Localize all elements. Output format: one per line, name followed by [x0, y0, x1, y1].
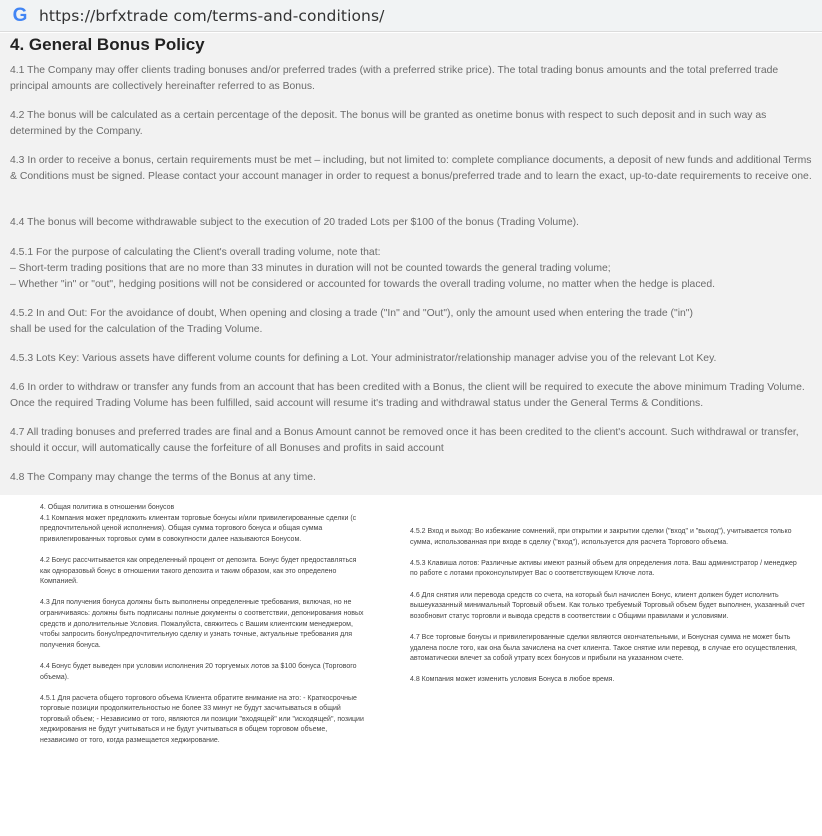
paragraph-4-7: 4.7 All trading bonuses and preferred trades are final and a Bonus Amount cannot be removed once it has been credited to the client's account. Such withdrawal or transfer, should it occur, will automatically cause the forfeiture of all Bonuses and profits in said account [10, 427, 799, 455]
paragraph-4-1: 4.1 The Company may offer clients trading bonuses and/or preferred trades (with a preferred strike price). The total trading bonus amounts and the total preferred trade principal amounts are collectively hereinafter referred to as Bonus. [10, 65, 779, 93]
paragraph-4-5-2-cont: shall be used for the calculation of the Trading Volume. [10, 324, 263, 335]
ru-paragraph-4-7: 4.7 Все торговые бонусы и привилегированные сделки являются окончательными, и Бонусная сумма не может быть удалена после того, как она была зачислена на счет клиента. Такое снятие или перевод, в случае его осуществления, автоматически влечет за собой утрату всех бонусов и прибыли на указанном счете. [410, 633, 797, 663]
paragraph-4-5-1: 4.5.1 For the purpose of calculating the Client's overall trading volume, note that: [10, 247, 381, 258]
browser-address-bar[interactable] [0, 0, 822, 32]
ru-paragraph-4-5-2: 4.5.2 Вход и выход: Во избежание сомнений, при открытии и закрытии сделки ("вход" и "выход"), учитывается только сумма, использованная при входе в сделку ("вход"), используется для расчета Торгового объема. [410, 528, 792, 546]
ru-heading: 4. Общая политика в отношении бонусов [40, 504, 175, 511]
ru-paragraph-4-1: 4.1 Компания может предложить клиентам торговые бонусы и/или привилегированные сделки (с предпочтительной ценой исполнения). Общая сумма торгового бонуса и общая сумма привилегированных торговых сумм в совокупности далее называются Бонусом. [40, 514, 357, 543]
russian-column-left [40, 503, 366, 757]
ru-paragraph-4-4: 4.4 Бонус будет выведен при условии исполнения 20 торгуемых лотов за $100 бонуса (Торгового объема). [40, 662, 357, 681]
paragraph-4-5-3: 4.5.3 Lots Key: Various assets have different volume counts for defining a Lot. Your administrator/relationship manager advise you of the relevant Lot Key. [10, 353, 717, 364]
russian-column-right [410, 527, 806, 697]
ru-paragraph-4-8: 4.8 Компания может изменить условия Бонуса в любое время. [410, 676, 615, 684]
bullet-hedging: – Whether "in" or "out", hedging positions will not be considered or accounted for towards the overall trading volume, no matter when the hedge is placed. [10, 279, 715, 290]
english-terms-section [0, 33, 822, 495]
paragraph-4-6: 4.6 In order to withdraw or transfer any funds from an account that has been credited with a Bonus, the client will be required to execute the above minimum Trading Volume. Once the required Trading Volume has been fulfilled, said account will resume it's trading and withdrawal status under the General Terms & Conditions. [10, 382, 805, 410]
ru-paragraph-4-5-1: 4.5.1 Для расчета общего торгового объема Клиента обратите внимание на это: - Краткосрочные торговые позиции продолжительностью не более 33 минут не будут засчитываться в общий торговый объем; - Независимо от того, являются ли позиции "входящей" или "исходящей", позиции хеджирования не будут учитываться и не будут учитываться в общем торговом объеме, независимо от того, когда размещается хеджирование. [40, 694, 364, 745]
bullet-short-term: – Short-term trading positions that are no more than 33 minutes in duration will not be counted towards the general trading volume; [10, 263, 611, 274]
paragraph-4-4: 4.4 The bonus will become withdrawable subject to the execution of 20 traded Lots per $100 of the bonus (Trading Volume). [10, 217, 579, 228]
google-g-icon: G [12, 4, 28, 26]
section-heading: 4. General Bonus Policy [10, 35, 205, 54]
paragraph-4-2: 4.2 The bonus will be calculated as a certain percentage of the deposit. The bonus will be granted as onetime bonus with respect to such deposit and in such way as determined by the Company. [10, 110, 767, 138]
ru-paragraph-4-5-3: 4.5.3 Клавиша лотов: Различные активы имеют разный объем для определения лота. Ваш администратор / менеджер по работе с лотами проконсультирует Вас о соответствующем Ключе лота. [410, 559, 797, 578]
url-text[interactable]: https://brfxtrade com/terms-and-conditions/ [39, 6, 385, 25]
paragraph-4-5-2: 4.5.2 In and Out: For the avoidance of doubt, When opening and closing a trade ("In" and "Out"), only the amount used when entering the trade ("in") [10, 308, 693, 319]
paragraph-4-3: 4.3 In order to receive a bonus, certain requirements must be met – including, but not limited to: complete compliance documents, a deposit of new funds and additional Terms & Conditions must be signed. Please contact your account manager in order to request a bonus/preferred trade and to learn the exact, up-to-date requirements to receive one. [10, 155, 812, 183]
ru-paragraph-4-2: 4.2 Бонус рассчитывается как определенный процент от депозита. Бонус будет предоставляться как одноразовый бонус в отношении такого депозита и таким образом, как это определено Компанией. [40, 556, 357, 586]
ru-paragraph-4-3: 4.3 Для получения бонуса должны быть выполнены определенные требования, включая, но не ограничиваясь: должны быть подписаны полные документы о соответствии, депонирования новых средств и дополнительные Условия. Пожалуйста, свяжитесь с Вашим клиентским менеджером, чтобы запросить бонус/предпочтительную сделку и узнать точные, актуальные требования для получения бонуса. [40, 599, 364, 649]
paragraph-4-8: 4.8 The Company may change the terms of the Bonus at any time. [10, 472, 316, 483]
ru-paragraph-4-6: 4.6 Для снятия или перевода средств со счета, на который был начислен Бонус, клиент должен будет исполнить вышеуказанный минимальный Торговый объем. Как только требуемый Торговый объем будет выполнен, указанный счет возобновит статус торговли и вывода средств в соответствии с Общими правилами и условиями. [410, 591, 805, 620]
